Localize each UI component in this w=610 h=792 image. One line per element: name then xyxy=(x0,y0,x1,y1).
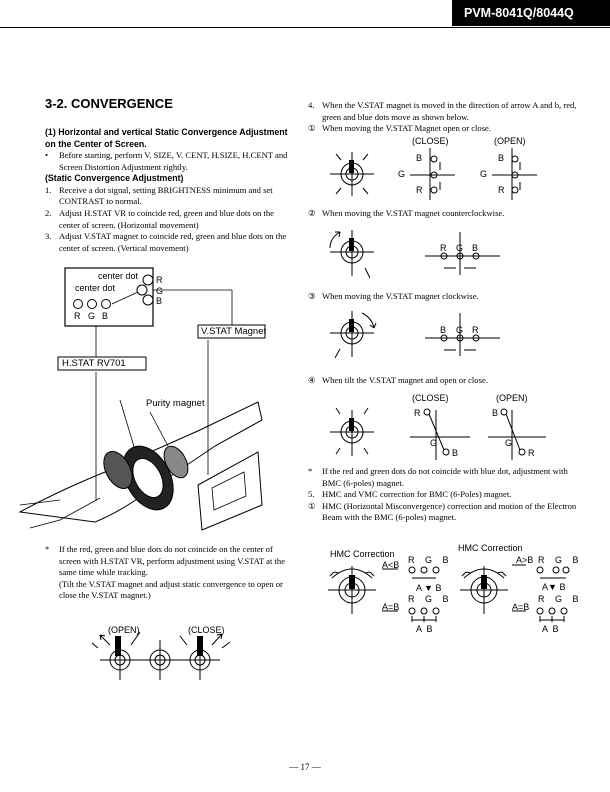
r-b: B xyxy=(572,555,583,565)
l2-b: B xyxy=(442,594,453,604)
center-dot-label-2: center dot xyxy=(75,283,116,293)
diagram-b2: B xyxy=(102,311,109,321)
l-a3: A xyxy=(416,624,422,634)
r3-b: B xyxy=(440,325,447,335)
l2-g: G xyxy=(425,594,437,604)
a-gt-b: A>B xyxy=(516,555,534,565)
r4o-b: B xyxy=(492,408,499,418)
r-g: G xyxy=(555,555,567,565)
bullet-text: Before starting, perform V. SIZE, V. CENT, H.SIZE, H.CENT and Screen Distortion Adjustment rightly. xyxy=(59,150,288,172)
r4-b: B xyxy=(452,448,459,458)
r2-g: G xyxy=(456,243,464,253)
page-number: — 17 — xyxy=(289,762,321,772)
r-a: A xyxy=(542,582,549,592)
section-title: 3-2. CONVERGENCE xyxy=(45,96,173,111)
static-head: (Static Convergence Adjustment) xyxy=(45,173,184,184)
r2-g: G xyxy=(555,594,567,604)
l-g: G xyxy=(425,555,437,565)
a-eq-b-right: A=B xyxy=(512,602,530,612)
step-num: 5. xyxy=(308,489,315,500)
r4-g: G xyxy=(430,438,438,448)
r2-b: B xyxy=(572,594,583,604)
r1o-b: B xyxy=(498,153,505,163)
r-b2: B xyxy=(559,582,566,592)
step-text: HMC and VMC correction for BMC (6-Poles) magnet. xyxy=(322,489,512,500)
step-num: 3. xyxy=(45,231,52,242)
hmc-label-right: HMC Correction xyxy=(458,543,523,553)
r3-r: R xyxy=(472,325,479,335)
vstat-magnet-label: V.STAT Magnet xyxy=(201,326,267,337)
l-b: B xyxy=(442,555,453,565)
item-num: ① xyxy=(308,123,316,134)
r4o-r: R xyxy=(528,448,535,458)
step-text: Receive a dot signal, setting BRIGHTNESS minimum and set CONTRAST to normal. xyxy=(59,184,273,207)
bullet-marker: • xyxy=(45,150,49,160)
step-num: 1. xyxy=(45,184,52,195)
item-num: ② xyxy=(308,208,316,218)
hmc-r-ab-mid: A▼ B xyxy=(542,582,566,592)
note-marker: * xyxy=(45,544,50,554)
note-text: If the red and green dots do not coincide with blue dot, adjustment with BMC (6-poles) magnet. xyxy=(322,466,568,488)
close-label-r1: (CLOSE) xyxy=(412,136,449,146)
open-label-left: (OPEN) xyxy=(108,625,140,635)
diagram-r2: R xyxy=(74,311,81,321)
l-r: R xyxy=(408,555,419,565)
item-text: When moving the V.STAT Magnet open or close. xyxy=(322,123,492,134)
step-num: 4. xyxy=(308,100,315,110)
hmc-label-left: HMC Correction xyxy=(330,549,395,559)
r3-g: G xyxy=(456,325,464,335)
r1o-g: G xyxy=(480,169,488,179)
a-lt-b: A<B xyxy=(382,560,400,570)
close-label-r4: (CLOSE) xyxy=(412,393,449,403)
note-text-2: (Tilt the V.STAT magnet and adjust static convergence to open or close the V.STAT magnet.) xyxy=(59,578,283,601)
l-a: A xyxy=(416,583,422,593)
a-eq-b-left: A=B xyxy=(382,602,400,612)
open-label-r4: (OPEN) xyxy=(496,393,528,403)
r4o-g: G xyxy=(505,438,513,448)
open-label-r1: (OPEN) xyxy=(494,136,526,146)
item-num: ④ xyxy=(308,375,316,385)
step-text: Adjust V.STAT magnet to coincide red, green and blue dots on the center of screen. (Vertical movement) xyxy=(59,231,287,253)
diagram-g: G xyxy=(156,286,164,296)
r1-b: B xyxy=(416,153,423,163)
l2-r: R xyxy=(408,594,419,604)
r1o-r: R xyxy=(498,185,505,195)
r4-r: R xyxy=(414,408,421,418)
note-text: If the red, green and blue dots do not coincide on the center of screen with H.STAT VR, perform adjustment using V.STAT at the same time while tracking. xyxy=(59,544,286,578)
diagram-b: B xyxy=(156,296,163,306)
static-convergence-subhead: (1) Horizontal and vertical Static Convergence Adjustment on the Center of Screen. xyxy=(45,127,288,149)
item-num: ① xyxy=(308,500,316,511)
hmc-l-ab-mid: A ▼ B xyxy=(416,583,442,593)
step-num: 2. xyxy=(45,207,52,218)
diagram-r: R xyxy=(156,275,163,285)
item-text: HMC (Horizontal Misconvergence) correction and motion of the Electron Beam with the BMC (6-poles) magnet. xyxy=(322,500,577,523)
model-header: PVM-8041Q/8044Q xyxy=(452,0,610,26)
center-dot-label-1: center dot xyxy=(98,271,139,281)
r-b3: B xyxy=(552,624,559,634)
r1-r: R xyxy=(416,185,423,195)
step-text: Adjust H.STAT VR to coincide red, green and blue dots on the center of screen. (Horizontal movement) xyxy=(59,207,274,230)
note-marker: * xyxy=(308,466,313,476)
step-text: When the V.STAT magnet is moved in the direction of arrow A and b, red, green and blue dots move as shown below. xyxy=(322,100,577,122)
purity-magnet-label: Purity magnet xyxy=(146,398,205,409)
r-r: R xyxy=(538,555,549,565)
diagram-g2: G xyxy=(88,311,96,321)
hstat-label: H.STAT RV701 xyxy=(62,358,126,369)
l-b3: B xyxy=(426,624,433,634)
item-num: ③ xyxy=(308,291,316,301)
item-text: When moving the V.STAT magnet clockwise. xyxy=(322,291,479,301)
r2-b: B xyxy=(472,243,479,253)
r-a3: A xyxy=(542,624,548,634)
l-b2: B xyxy=(435,583,442,593)
r1-g-dash: G xyxy=(398,169,406,179)
r2-r: R xyxy=(440,243,447,253)
item-text: When moving the V.STAT magnet counterclockwise. xyxy=(322,208,505,218)
r2-r: R xyxy=(538,594,549,604)
item-text: When tilt the V.STAT magnet and open or close. xyxy=(322,375,488,385)
close-label-left: (CLOSE) xyxy=(188,625,225,635)
